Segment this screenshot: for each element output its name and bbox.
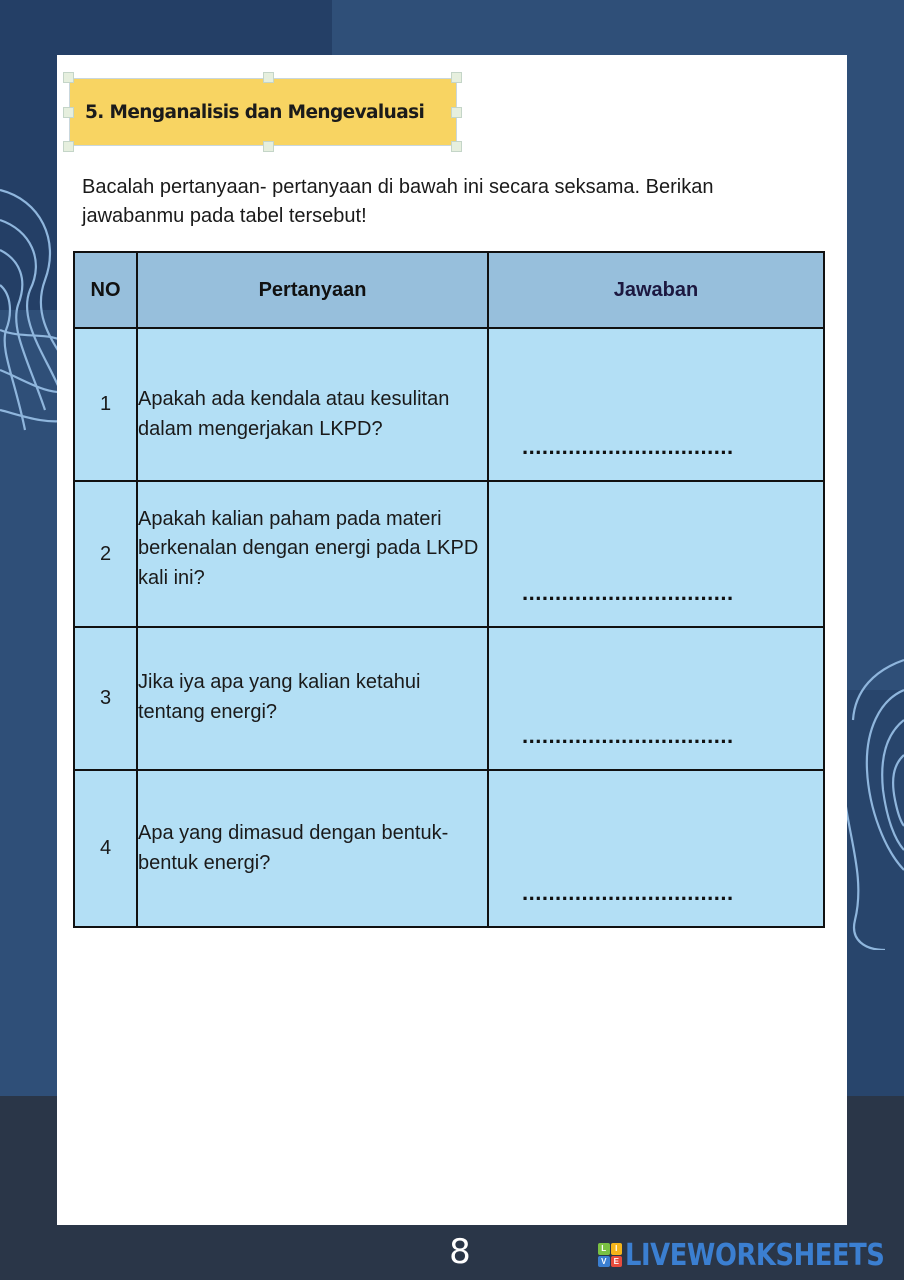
question-text: Jika iya apa yang kalian ketahui tentang energi?	[137, 627, 488, 770]
resize-handle-top-left[interactable]	[63, 72, 74, 83]
resize-handle-middle-right[interactable]	[451, 107, 462, 118]
table-row	[74, 328, 824, 481]
answer-placeholder: ................................	[522, 880, 734, 905]
answer-placeholder: ................................	[522, 434, 734, 459]
question-text: Apakah ada kendala atau kesulitan dalam mengerjakan LKPD?	[137, 328, 488, 481]
resize-handle-bottom-left[interactable]	[63, 141, 74, 152]
liveworksheets-logo-icon: L I V E	[598, 1243, 622, 1267]
header-question: Pertanyaan	[137, 252, 488, 328]
row-number: 4	[74, 770, 137, 927]
resize-handle-bottom-middle[interactable]	[263, 141, 274, 152]
section-title: 5. Menganalisis dan Mengevaluasi	[85, 101, 425, 123]
row-number: 1	[74, 328, 137, 481]
answer-field[interactable]	[488, 770, 824, 927]
question-text: Apa yang dimasud dengan bentuk-bentuk energi?	[137, 770, 488, 927]
row-number: 2	[74, 481, 137, 627]
question-text: Apakah kalian paham pada materi berkenalan dengan energi pada LKPD kali ini?	[137, 481, 488, 627]
resize-handle-bottom-right[interactable]	[451, 141, 462, 152]
liveworksheets-brand-link[interactable]: LIVEWORKSHEETS	[625, 1238, 885, 1273]
table-header-row	[74, 252, 824, 328]
resize-handle-top-right[interactable]	[451, 72, 462, 83]
answer-placeholder: ................................	[522, 580, 734, 605]
instructions-text: Bacalah pertanyaan- pertanyaan di bawah ini secara seksama. Berikan jawabanmu pada tabel tersebut!	[82, 176, 714, 227]
section-title-box	[69, 78, 457, 146]
header-answer: Jawaban	[488, 252, 824, 328]
worksheet-page	[57, 55, 847, 1225]
resize-handle-middle-left[interactable]	[63, 107, 74, 118]
answer-field[interactable]	[488, 627, 824, 770]
header-no: NO	[74, 252, 137, 328]
table-row	[74, 481, 824, 627]
resize-handle-top-middle[interactable]	[263, 72, 274, 83]
page-number: 8	[449, 1232, 471, 1272]
contour-lines-decoration-right	[845, 650, 904, 950]
answer-field[interactable]	[488, 481, 824, 627]
question-answer-table	[73, 251, 825, 928]
table-row	[74, 770, 824, 927]
answer-field[interactable]	[488, 328, 824, 481]
answer-placeholder: ................................	[522, 723, 734, 748]
table-row	[74, 627, 824, 770]
row-number: 3	[74, 627, 137, 770]
